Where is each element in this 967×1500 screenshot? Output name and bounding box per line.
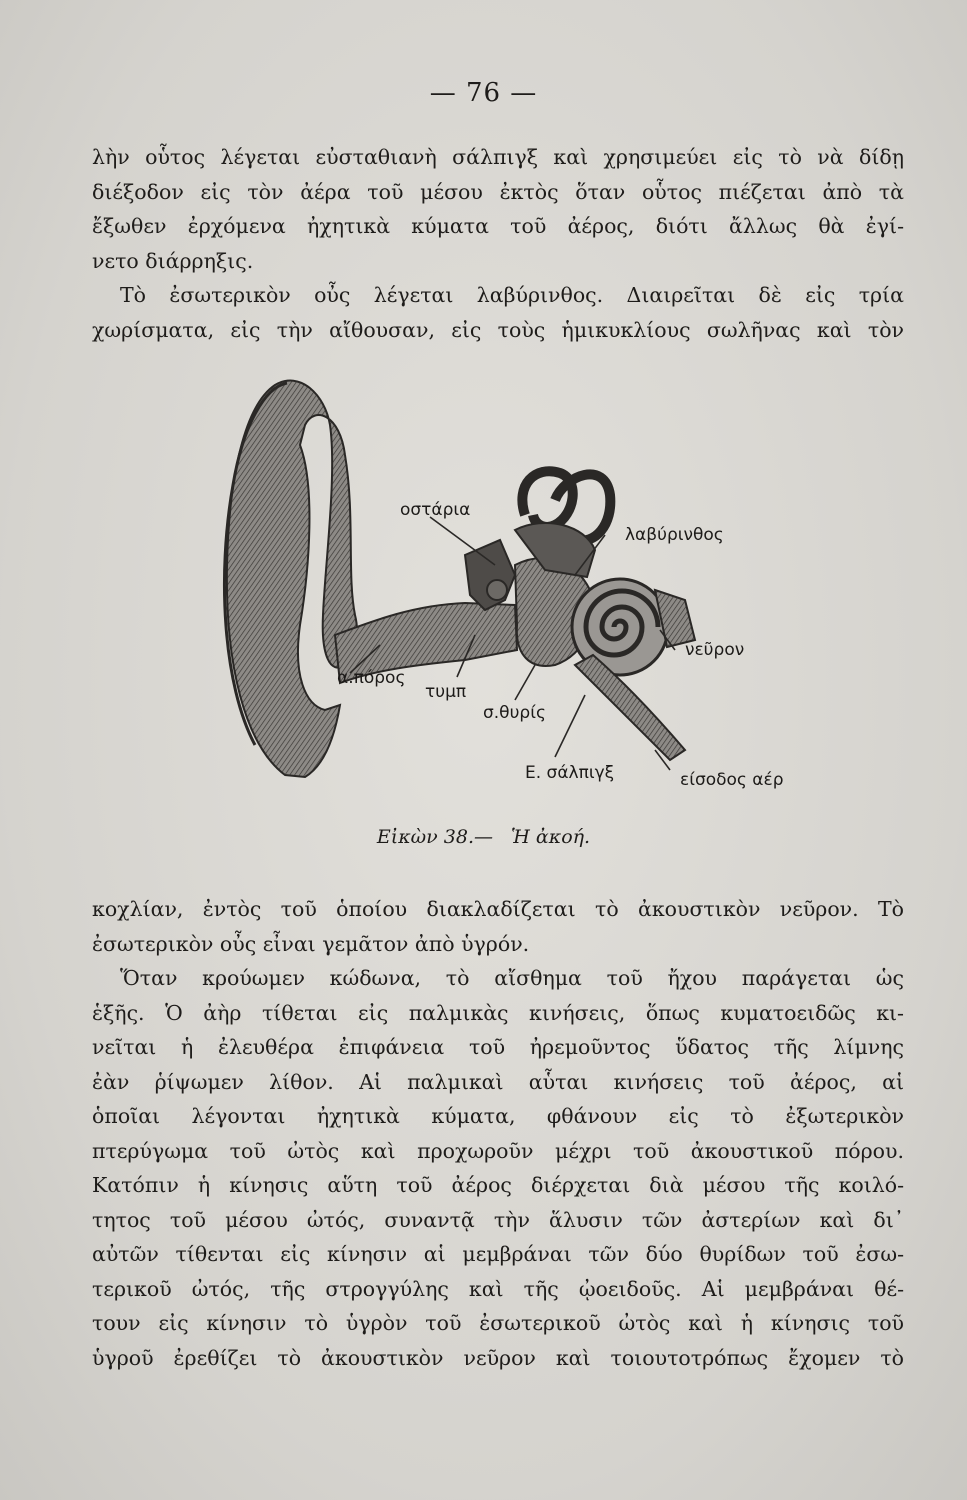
text-line: ἐσωτερικὸν οὖς εἶναι γεμᾶτον ἀπὸ ὑγρόν.	[92, 931, 530, 956]
label-window: σ.θυρίς	[483, 703, 546, 723]
text-line: τερικοῦ ὠτός, τῆς στρογγύλης καὶ τῆς ᾠοειδοῦς. Αἱ μεμβράναι θέ-	[92, 1276, 904, 1301]
label-ossicles: οστάρια	[400, 500, 471, 520]
text-line: Κατόπιν ἡ κίνησις αὕτη τοῦ ἀέρος διέρχεται διὰ μέσου τῆς κοιλό-	[92, 1173, 904, 1197]
ossicles-shape	[465, 540, 515, 610]
ear-illustration	[215, 365, 835, 810]
ossicle-joint	[487, 580, 507, 600]
page-number: — 76 —	[429, 78, 538, 108]
ear-diagram-svg	[215, 365, 835, 810]
text-block-top	[92, 140, 904, 347]
text-line: τουν εἰς κίνησιν τὸ ὑγρὸν τοῦ ἐσωτερικοῦ ὠτὸς καὶ ἡ κίνησις τοῦ	[92, 1311, 904, 1335]
text-line: νεῖται ἡ ἐλευθέρα ἐπιφάνεια τοῦ ἠρεμοῦντος ὕδατος τῆς λίμνης	[92, 1035, 904, 1059]
label-tympanum: τυμπ	[425, 682, 467, 702]
text-line: Τὸ ἐσωτερικὸν οὖς λέγεται λαβύρινθος. Διαιρεῖται δὲ εἰς τρία	[120, 283, 904, 307]
label-nerve: νεῦρον	[685, 640, 745, 660]
text-line: πτερύγωμα τοῦ ὠτὸς καὶ προχωροῦν μέχρι τοῦ ἀκουστικοῦ πόρου.	[92, 1138, 904, 1163]
text-line: Ὅταν κρούωμεν κώδωνα, τὸ αἴσθημα τοῦ ἤχου παράγεται ὡς	[120, 966, 904, 990]
text-line: ἔξωθεν ἐρχόμενα ἠχητικὰ κύματα τοῦ ἀέρος, διότι ἄλλως θὰ ἐγί-	[92, 214, 904, 238]
text-line: κοχλίαν, ἐντὸς τοῦ ὁποίου διακλαδίζεται τὸ ἀκουστικὸν νεῦρον. Τὸ	[92, 897, 904, 921]
caption-title: Ἡ ἀκοή.	[511, 826, 591, 848]
text-line: τητος τοῦ μέσου ὠτός, συναντᾷ τὴν ἅλυσιν τῶν ἀστερίων καὶ δι᾽	[92, 1207, 904, 1232]
text-line: ἑξῆς. Ὁ ἀὴρ τίθεται εἰς παλμικὰς κινήσεις, ὅπως κυματοειδῶς κι-	[92, 1000, 904, 1025]
text-line: χωρίσματα, εἰς τὴν αἴθουσαν, εἰς τοὺς ἡμικυκλίους σωλῆνας καὶ τὸν	[92, 317, 904, 342]
text-block-bottom	[92, 892, 904, 1375]
text-line: ὁποῖαι λέγονται ἠχητικὰ κύματα, φθάνουν εἰς τὸ ἐξωτερικὸν	[92, 1104, 904, 1128]
text-line: ὑγροῦ ἐρεθίζει τὸ ἀκουστικὸν νεῦρον καὶ τοιουτοτρόπως ἔχομεν τὸ	[92, 1345, 904, 1370]
text-line: ἐὰν ῥίψωμεν λίθον. Αἱ παλμικαὶ αὗται κινήσεις τοῦ ἀέρος, αἱ	[92, 1069, 904, 1094]
label-labyrinth: λαβύρινθος	[625, 525, 724, 545]
label-air-entry: είσοδος αέρ	[680, 770, 784, 790]
label-canal: α.πόρος	[337, 668, 406, 688]
pinna-shape	[227, 381, 357, 777]
text-line: λὴν οὗτος λέγεται εὐσταθιανὴ σάλπιγξ καὶ χρησιμεύει εἰς τὸ νὰ δίδῃ	[92, 145, 904, 169]
text-line: αὐτῶν τίθενται εἰς κίνησιν αἱ μεμβράναι τῶν δύο θυρίδων τοῦ ἐσω-	[92, 1242, 904, 1266]
caption-prefix: Εἰκὼν 38.—	[376, 826, 493, 848]
text-line: διέξοδον εἰς τὸν ἀέρα τοῦ μέσου ἐκτὸς ὅταν οὗτος πιέζεται ἀπὸ τὰ	[92, 179, 904, 204]
text-line: νετο διάρρηξις.	[92, 248, 254, 273]
figure-caption	[0, 826, 967, 848]
label-tube: Ε. σάλπιγξ	[525, 763, 615, 783]
